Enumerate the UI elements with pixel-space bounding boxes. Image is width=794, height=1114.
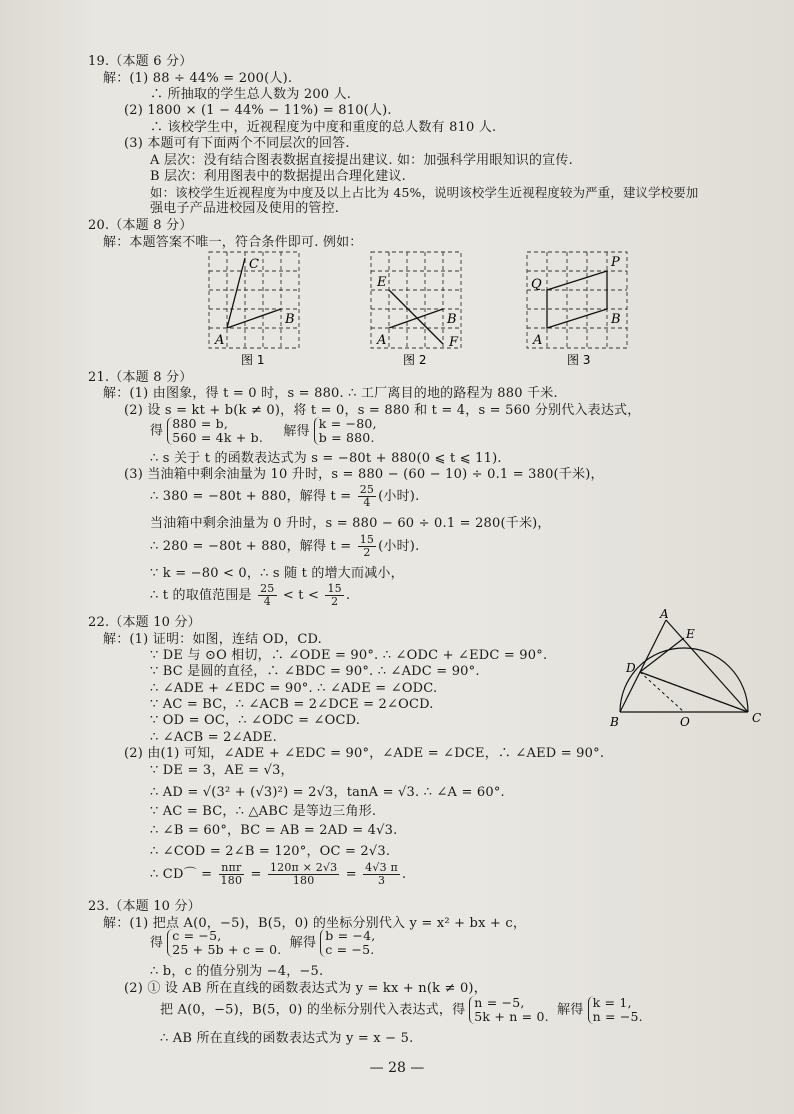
numerator: 15 bbox=[359, 533, 375, 546]
denominator: 2 bbox=[331, 595, 339, 608]
q19-line: 如：该校学生近视程度为中度及以上占比为 45%，说明该校学生近视程度较为严重，建议学校要加 bbox=[150, 185, 699, 200]
equation: n = −5. bbox=[592, 1009, 643, 1024]
q22-line: ∴ AD = √(3² + (√3)²) = 2√3，tanA = √3. ∴ ∠A = 60°. bbox=[150, 785, 505, 800]
point-label: E bbox=[686, 627, 695, 641]
q23-system-line bbox=[160, 996, 647, 1024]
q19-line: 解：(1) 88 ÷ 44% = 200(人). bbox=[103, 71, 293, 86]
text: . bbox=[345, 588, 351, 603]
q22-line: (2) 由(1) 可知，∠ADE + ∠EDC = 90°，∠ADE = ∠DCE，∴ ∠AED = 90°. bbox=[124, 746, 605, 761]
q21-line-with-fraction bbox=[150, 583, 350, 608]
equation: c = −5. bbox=[325, 942, 375, 957]
text: = bbox=[345, 867, 357, 882]
equation-system bbox=[167, 929, 281, 957]
grid-figure-2 bbox=[367, 248, 467, 368]
q22-line: ∵ DE = 3，AE = √3， bbox=[150, 763, 294, 778]
denominator: 180 bbox=[292, 874, 315, 887]
q21-line-with-fraction bbox=[150, 534, 419, 559]
q22-line: ∵ DE 与 ⊙O 相切，∴ ∠ODE = 90°. ∴ ∠ODC + ∠EDC = 90°. bbox=[150, 648, 548, 663]
equation: k = −80, bbox=[318, 416, 377, 431]
grid-figure-1 bbox=[205, 248, 305, 368]
q19-line: A 层次：没有结合图表数据直接提出建议. 如：加强科学用眼知识的宣传. bbox=[150, 153, 573, 168]
text: 得 bbox=[150, 935, 164, 951]
equation: 5k + n = 0. bbox=[474, 1009, 549, 1024]
numerator: nπr bbox=[219, 862, 245, 875]
q21-header: 21.（本题 8 分） bbox=[88, 370, 193, 385]
point-label: B bbox=[610, 715, 619, 729]
text: (小时). bbox=[378, 489, 420, 504]
q21-line: ∵ k = −80 < 0，∴ s 随 t 的增大而减小， bbox=[150, 566, 404, 581]
numerator: 15 bbox=[327, 582, 342, 595]
equation: b = 880. bbox=[318, 430, 375, 445]
point-label: O bbox=[680, 715, 690, 729]
text: ∴ 380 = −80t + 880，解得 t = bbox=[150, 489, 352, 504]
q22-line: 解：(1) 证明：如图，连结 OD，CD. bbox=[103, 632, 322, 647]
q21-line: (2) 设 s = kt + b(k ≠ 0)，将 t = 0，s = 880 和 t = 4，s = 560 分别代入表达式， bbox=[124, 403, 641, 418]
text: 把 A(0，−5)，B(5，0) 的坐标分别代入表达式，得 bbox=[160, 1002, 466, 1018]
q23-line: (2) ① 设 AB 所在直线的函数表达式为 y = kx + n(k ≠ 0)， bbox=[124, 981, 487, 996]
fraction bbox=[358, 484, 376, 509]
denominator: 4 bbox=[363, 496, 371, 509]
denominator: 180 bbox=[220, 874, 243, 887]
q21-line: (3) 当油箱中剩余油量为 10 升时，s = 880 − (60 − 10) ÷ 0.1 = 380(千米)， bbox=[124, 467, 604, 482]
q19-line: (3) 本题可有下面两个不同层次的回答. bbox=[124, 136, 350, 151]
point-label: P bbox=[611, 255, 620, 270]
point-label: A bbox=[660, 608, 669, 621]
q22-line: ∴ ∠COD = 2∠B = 120°，OC = 2√3. bbox=[150, 844, 391, 859]
point-label: A bbox=[215, 333, 225, 348]
text: < t < bbox=[282, 588, 320, 603]
q23-line: 解：(1) 把点 A(0，−5)，B(5，0) 的坐标分别代入 y = x² + bx + c， bbox=[103, 916, 527, 931]
point-label: C bbox=[249, 257, 259, 272]
q21-line: ∴ s 关于 t 的函数表达式为 s = −80t + 880(0 ⩽ t ⩽ 11). bbox=[150, 451, 502, 466]
text: . bbox=[401, 867, 407, 882]
q21-line: 解：(1) 由图象，得 t = 0 时，s = 880. ∴ 工厂离目的地的路程为 880 千米. bbox=[103, 386, 558, 401]
text: = bbox=[250, 867, 262, 882]
q21-system-line bbox=[150, 417, 381, 445]
text: ∴ t 的取值范围是 bbox=[150, 588, 252, 603]
q23-line: ∴ b，c 的值分别为 −4，−5. bbox=[150, 964, 324, 979]
equation-system bbox=[314, 417, 377, 445]
q19-line: (2) 1800 × (1 − 44% − 11%) = 810(人). bbox=[124, 103, 392, 118]
text: 解得 bbox=[289, 935, 317, 951]
q22-line: ∵ BC 是圆的直径，∴ ∠BDC = 90°. ∴ ∠ADC = 90°. bbox=[150, 664, 480, 679]
point-label: Q bbox=[531, 277, 542, 292]
denominator: 3 bbox=[377, 874, 386, 887]
denominator: 4 bbox=[263, 595, 271, 608]
fraction bbox=[363, 862, 400, 887]
equation: c = −5, bbox=[172, 928, 222, 943]
equation: k = 1, bbox=[592, 995, 632, 1010]
text: 得 bbox=[150, 423, 164, 439]
q20-line: 解：本题答案不唯一，符合条件即可. 例如： bbox=[103, 235, 363, 250]
q22-header: 22.（本题 10 分） bbox=[88, 615, 201, 630]
q19-line: B 层次：利用图表中的数据提出合理化建议. bbox=[150, 169, 407, 184]
equation-system bbox=[167, 417, 263, 445]
q22-line: ∴ ∠B = 60°，BC = AB = 2AD = 4√3. bbox=[150, 823, 398, 838]
point-label: B bbox=[611, 312, 621, 327]
figure-caption: 图 3 bbox=[567, 353, 591, 367]
equation: 25 + 5b + c = 0. bbox=[172, 942, 282, 957]
equation-system bbox=[320, 929, 375, 957]
grid-figure-3 bbox=[523, 248, 633, 368]
text: 解得 bbox=[283, 423, 310, 439]
q19-header: 19.（本题 6 分） bbox=[88, 54, 193, 69]
q22-line: ∴ ∠ACB = 2∠ADE. bbox=[150, 730, 277, 745]
fraction bbox=[258, 583, 276, 608]
fraction bbox=[325, 583, 343, 608]
numerator: 120π × 2√3 bbox=[269, 861, 338, 874]
q22-line: ∵ OD = OC，∴ ∠ODC = ∠OCD. bbox=[150, 713, 361, 728]
fraction bbox=[219, 862, 245, 887]
equation: 880 = b, bbox=[172, 416, 229, 431]
q19-line: 强电子产品进校园及使用的管控. bbox=[150, 201, 340, 216]
numerator: 4√3 π bbox=[365, 861, 398, 874]
equation-system bbox=[469, 996, 549, 1024]
q23-header: 23.（本题 10 分） bbox=[88, 899, 201, 914]
q19-line: ∴ 该校学生中，近视程度为中度和重度的总人数有 810 人. bbox=[150, 120, 497, 135]
q22-line: ∴ ∠ADE + ∠EDC = 90°. ∴ ∠ADE = ∠ODC. bbox=[150, 681, 438, 696]
equation: b = −4, bbox=[325, 928, 376, 943]
q23-line: ∴ AB 所在直线的函数表达式为 y = x − 5. bbox=[160, 1031, 414, 1046]
page-number: — 28 — bbox=[369, 1060, 425, 1076]
fraction bbox=[358, 534, 376, 559]
point-label: A bbox=[533, 333, 543, 348]
q20-header: 20.（本题 8 分） bbox=[88, 218, 193, 233]
text: ∴ CD⌒ = bbox=[150, 867, 213, 882]
text: (小时). bbox=[378, 539, 420, 554]
circle-triangle-figure bbox=[608, 608, 778, 733]
q21-line-with-fraction bbox=[150, 484, 419, 509]
q22-line: ∵ AC = BC，∴ △ABC 是等边三角形. bbox=[150, 804, 377, 819]
q23-system-line bbox=[150, 929, 379, 957]
denominator: 2 bbox=[363, 546, 371, 559]
q19-line: ∴ 所抽取的学生总人数为 200 人. bbox=[150, 87, 352, 102]
equation: n = −5, bbox=[474, 995, 525, 1010]
point-label: E bbox=[377, 275, 387, 290]
q22-line-with-fraction bbox=[150, 862, 406, 887]
figure-caption: 图 2 bbox=[403, 353, 427, 367]
equation-system bbox=[588, 996, 643, 1024]
figure-caption: 图 1 bbox=[241, 353, 265, 367]
point-label: C bbox=[752, 711, 762, 725]
numerator: 25 bbox=[359, 483, 375, 496]
point-label: F bbox=[449, 335, 459, 350]
text: ∴ 280 = −80t + 880，解得 t = bbox=[150, 539, 352, 554]
point-label: A bbox=[377, 333, 387, 348]
text: 解得 bbox=[557, 1002, 584, 1018]
point-label: B bbox=[447, 312, 457, 327]
q22-line: ∵ AC = BC，∴ ∠ACB = 2∠DCE = 2∠OCD. bbox=[150, 697, 434, 712]
q21-line: 当油箱中剩余油量为 0 升时，s = 880 − 60 ÷ 0.1 = 280(千米)， bbox=[150, 516, 551, 531]
point-label: D bbox=[626, 661, 636, 675]
fraction bbox=[268, 862, 339, 887]
equation: 560 = 4k + b. bbox=[172, 430, 264, 445]
numerator: 25 bbox=[260, 582, 275, 595]
point-label: B bbox=[285, 312, 295, 327]
